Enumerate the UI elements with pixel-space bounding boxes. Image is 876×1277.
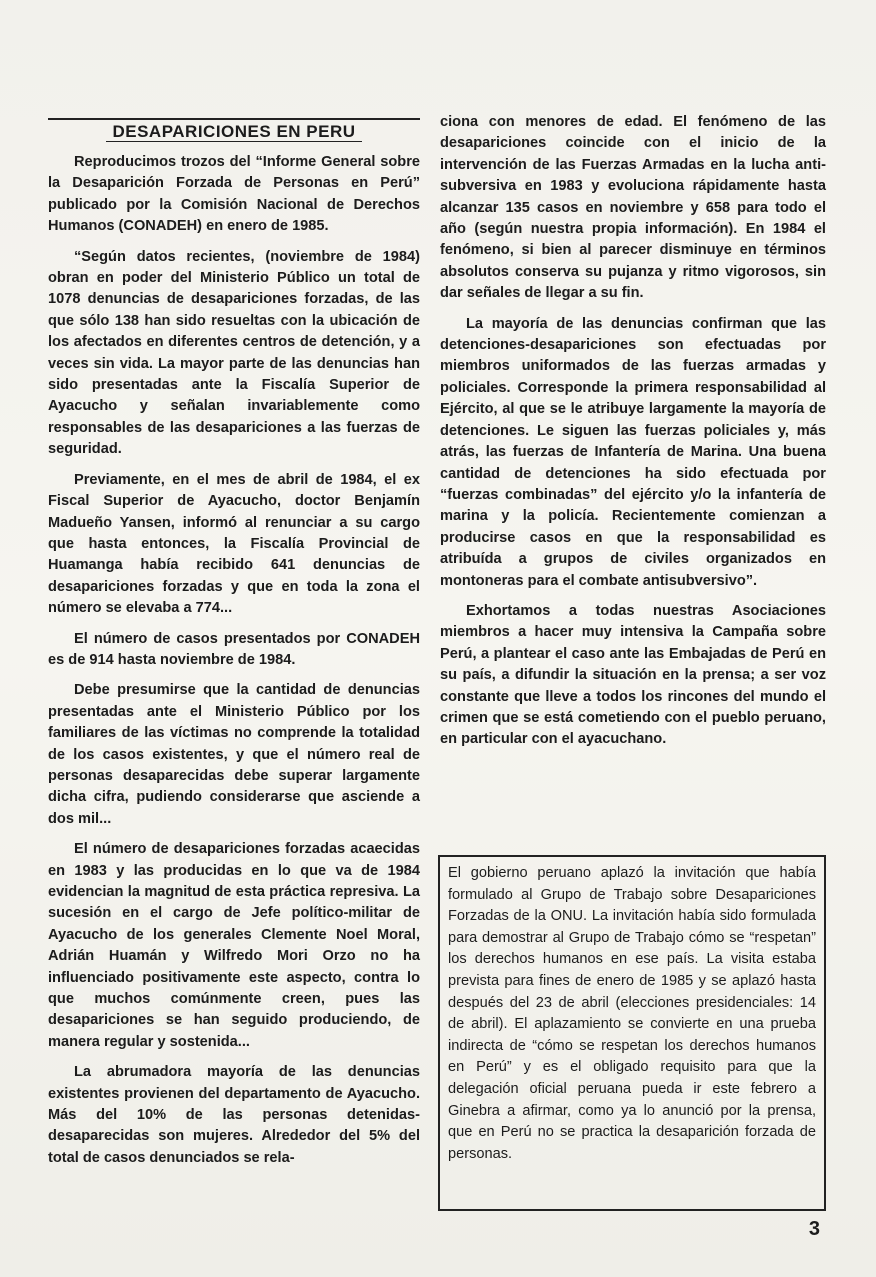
body-paragraph: Exhortamos a todas nuestras Asociaciones miembros a hacer muy intensiva la Campaña sobre Perú, a plantear el caso ante las Embajadas de Perú en su país, a difundir la situación en la prensa; a ser voz constante que lleve a todos los rincones del mundo el crimen que se está cometiendo con el pueblo peruano, en particular con el ayacuchano. (440, 602, 826, 748)
boxed-note (438, 855, 826, 1211)
body-paragraph: La abrumadora mayoría de las denuncias existentes provienen del departamento de Ayacucho. Más del 10% de las personas detenidas-desaparecidas son mujeres. Alrededor del 5% del total de casos denunciados se rela- (48, 1064, 420, 1166)
body-paragraph: El número de desapariciones forzadas acaecidas en 1983 y las producidas en lo que va de 1984 evidencian la magnitud de esta práctica represiva. La sucesión en el cargo de Jefe político-militar de Ayacucho de los generales Clemente Noel Moral, Adrián Huamán y Wilfredo Mori Orzo no ha influenciado positivamente este aspecto, contra lo que muchos comúnmente creen, pues las desapariciones se han seguido produciendo, de manera regular y sostenida... (48, 841, 420, 1050)
article-title (48, 122, 420, 142)
boxed-note-text: El gobierno peruano aplazó la invitación que había formulado al Grupo de Trabajo sobre Desapariciones Forzadas de la ONU. La invitación había sido formulada para demostrar al Grupo de Trabajo cómo se “respetan” los derechos humanos en ese país. La visita estaba prevista para fines de enero de 1985 y se aplazó hasta después del 23 de abril (elecciones presidenciales: 14 de abril). El aplazamiento se convierte en una prueba indirecta de “cómo se respetan los derechos humanos en Perú” y es el obligado requisito para que la delegación oficial peruana pueda ir este febrero a Ginebra a afirmar, como ya lo anunció por la prensa, que en Perú no se practica la desaparición forzada de personas. (448, 865, 816, 1162)
intro-paragraph: Reproducimos trozos del “Informe General sobre la Desaparición Forzada de Personas en Perú” publicado por la Comisión Nacional de Derechos Humanos (CONADEH) en enero de 1985. (48, 154, 420, 235)
page-number: 3 (808, 1218, 820, 1240)
article-title-text: DESAPARICIONES EN PERU (106, 122, 361, 142)
body-paragraph: “Según datos recientes, (noviembre de 1984) obran en poder del Ministerio Público un total de 1078 denuncias de desapariciones forzadas, de las que sólo 138 han sido resueltas con la ubicación de los afectados en diferentes centros de detención, y a veces sin vida. La mayor parte de las denuncias han sido presentadas ante la Fiscalía Superior de Ayacucho y señalan invariablemente como responsables de las desapariciones a las fuerzas de seguridad. (48, 248, 420, 458)
body-paragraph: ciona con menores de edad. El fenómeno de las desapariciones coincide con el inicio de la intervención de las Fuerzas Armadas en la lucha anti-subversiva en 1983 y evoluciona rápidamente hasta alcanzar 135 casos en noviembre y 658 para todo el año (según nuestra propia información). En 1984 el fenómeno, si bien al parecer disminuye en términos absolutos conserva su pujanza y ritmo vigorosos, sin dar señales de llegar a su fin. (440, 114, 826, 302)
body-paragraph: Previamente, en el mes de abril de 1984, el ex Fiscal Superior de Ayacucho, doctor Benjamín Madueño Yansen, informó al renunciar a su cargo que hasta entonces, la Fiscalía Provincial de Huamanga había recibido 641 denuncias de desapariciones forzadas y que en toda la zona el número se elevaba a 774... (48, 471, 420, 617)
right-column (440, 112, 826, 760)
body-paragraph: Debe presumirse que la cantidad de denuncias presentadas ante el Ministerio Público por los familiares de las víctimas no comprende la totalidad de los casos existentes, y que el número real de personas desaparecidas debe superar largamente dicha cifra, pudiendo considerarse que asciende a dos mil... (48, 682, 420, 827)
body-paragraph: El número de casos presentados por CONADEH es de 914 hasta noviembre de 1984. (48, 630, 420, 668)
body-paragraph: La mayoría de las denuncias confirman que las detenciones-desapariciones son efectuadas por miembros uniformados de las fuerzas armadas y policiales. Corresponde la primera responsabilidad al Ejército, al que se le atribuye largamente la mayoría de detenciones. Le siguen las fuerzas policiales y, más atrás, las fuerzas de Infantería de Marina. Una buena cantidad de detenciones ha sido efectuada por “fuerzas combinadas” del ejército y/o la infantería de marina y la policía. Recientemente comienzan a producirse casos en que la responsabilidad es atribuída a grupos de civiles organizados en montoneras para el combate antisubversivo”. (440, 315, 826, 589)
left-column (48, 120, 420, 1178)
